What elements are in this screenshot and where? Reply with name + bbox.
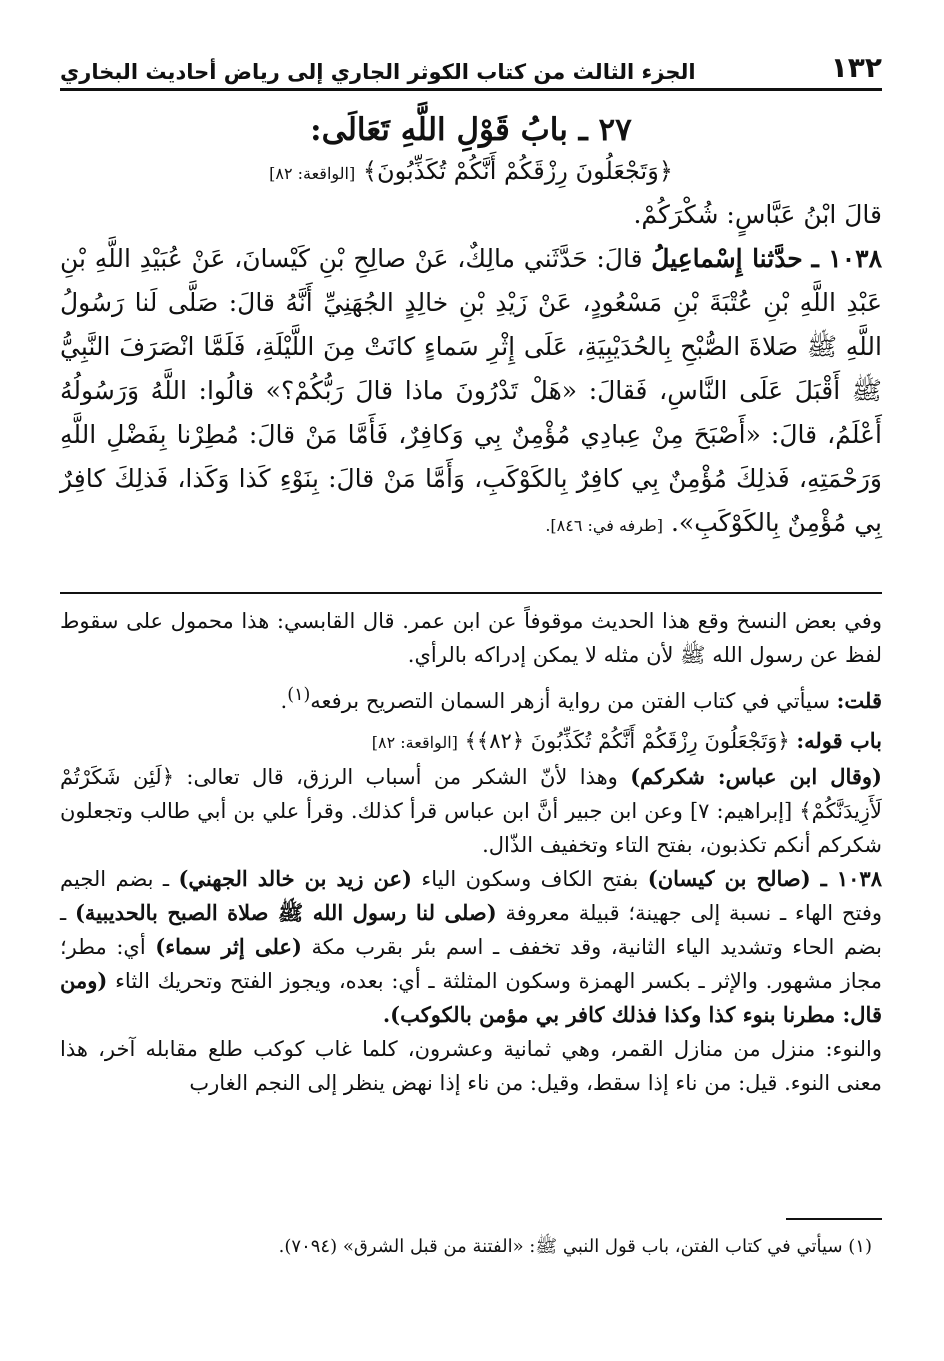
explanation-zayd: ـ بضم الجيم وفتح الهاء ـ نسبة إلى جهينة؛ قبيلة معروفة (60, 867, 882, 925)
lemma-zayd: (عن زيد بن خالد الجهني) (178, 866, 412, 891)
hadith-text: قالَ: حَدَّثَني مالِكٌ، عَنْ صالِحِ بْنِ كَيْسانَ، عَنْ عُبَيْدِ اللَّهِ بْنِ عَبْدِ اللَّهِ بْنِ عُتْبَةَ بْنِ مَسْعُودٍ، عَنْ زَيْدِ بْنِ خالِدٍ الجُهَنِيِّ أَنَّهُ قالَ: صَلَّى لَنا رَسُولُ اللَّهِ ﷺ صَلاةَ الصُّبْحِ بِالحُدَيْبِيَةِ، عَلَى إِثْرِ سَماءٍ كانَتْ مِنَ اللَّيْلَةِ، فَلَمَّا انْصَرَفَ النَّبِيُّ ﷺ أَقْبَلَ عَلَى النَّاسِ، فَقالَ: «هَلْ تَدْرُونَ ماذا قالَ رَبُّكُمْ؟» قالُوا: اللَّهُ وَرَسُولُهُ أَعْلَمُ، قالَ: «أَصْبَحَ مِنْ عِبادِي مُؤْمِنٌ بِي وَكافِرٌ، فَأَمَّا مَنْ قالَ: مُطِرْنا بِفَضْلِ اللَّهِ وَرَحْمَتِهِ، فَذلِكَ مُؤْمِنٌ بِي كافِرٌ بِالكَوْكَبِ، وَأَمَّا مَنْ قالَ: بِنَوْءِ كَذا وَكَذا، فَذلِكَ كافِرٌ بِي مُؤْمِنٌ بِالكَوْكَبِ». (60, 244, 882, 537)
commentary-paragraph-5: والنوء: منزل من منازل القمر، وهي ثمانية وعشرون، كلما غاب كوكب طلع مقابله آخر، هذا معنى النوء. قيل: من ناء إذا سقط، وقيل: من ناء إذا نهض ينظر إلى النجم الغارب (60, 1037, 882, 1095)
bab-verse-reference: [الواقعة: ٨٢] (371, 733, 458, 752)
commentary-paragraph-1: وفي بعض النسخ وقع هذا الحديث موقوفاً عن ابن عمر. قال القابسي: هذا محمول على سقوط لفظ عن رسول الله ﷺ لأن مثله لا يمكن إدراكه بالرأي. (60, 609, 882, 667)
verse-reference: [الواقعة: ٨٢] (269, 164, 356, 183)
page-header (60, 48, 882, 91)
ibn-abbas-note: قالَ ابْنُ عَبَّاسٍ: شُكْرَكُمْ. (633, 200, 882, 229)
running-title: الجزء الثالث من كتاب الكوثر الجاري إلى رياض أحاديث البخاري (60, 60, 696, 84)
taraf-reference: [طرفه في: ٨٤٦]. (545, 516, 664, 535)
hadith-number: ١٠٣٨ ـ (811, 244, 883, 273)
lemma-salat: (صلى لنا رسول الله ﷺ صلاة الصبح بالحديبية) (74, 900, 497, 925)
page-number: ١٣٢ (830, 51, 882, 84)
sentence-end: . (280, 689, 288, 713)
chapter-title: ٢٧ ـ بابُ قَوْلِ اللَّهِ تَعَالَى: (310, 112, 632, 148)
lemma-athar: (على إثر سماء) (155, 934, 302, 959)
footnote-separator (786, 1218, 882, 1220)
chain-opening: حدَّثنا إِسْماعِيلُ (651, 244, 803, 273)
commentary-section (60, 604, 882, 1100)
commentary-paragraph-2 (60, 678, 882, 718)
quran-verse: ﴿وَتَجْعَلُونَ رِزْقَكُمْ أَنَّكُمْ تُكَذِّبُونَ﴾ (362, 157, 673, 185)
explanation-hudaybiya: ـ بضم الحاء وتشديد الياء الثانية، وقد تخفف ـ اسم بئر بقرب مكة (60, 901, 882, 959)
bab-verse: ﴿وَتَجْعَلُونَ رِزْقَكُمْ أَنَّكُمْ تُكَذِّبُونَ ﴿٨٢﴾﴾ (464, 729, 790, 753)
lemma-salih: ١٠٣٨ ـ (صالح بن كيسان) (647, 866, 882, 891)
commentary-paragraph-4 (60, 862, 882, 1032)
footnote-number: (١) (848, 1236, 872, 1257)
ibn-abbas-lemma: (وقال ابن عباس: شكركم) (630, 764, 882, 789)
footnote-marker: (١) (287, 685, 311, 705)
commentary-bab-heading (60, 724, 882, 760)
hadith-text-section (60, 100, 882, 548)
lemma-naw: (ومن قال: مطرنا بنوء كذا وكذا فذلك كافر بي مؤمن بالكوكب). (60, 968, 882, 1027)
qultu-text: سيأتي في كتاب الفتن من رواية أزهر السمان التصريح برفعه (310, 689, 830, 713)
explanation-salih: بفتح الكاف وسكون الياء (421, 867, 639, 891)
footnote-text: سيأتي في كتاب الفتن، باب قول النبي ﷺ: «الفتنة من قبل الشرق» (٧٠٩٤). (278, 1236, 843, 1257)
qultu-label: قلت: (836, 688, 882, 713)
hadith-body (60, 237, 882, 548)
section-divider (60, 592, 882, 594)
bab-label: باب قوله: (796, 728, 882, 753)
commentary-paragraph-3 (60, 760, 882, 862)
ibn-abbas-explanation: وهذا لأنّ الشكر من أسباب الرزق، قال تعالى: ﴿لَئِن شَكَرْتُمْ لَأَزِيدَنَّكُمْ﴾ [إبراهيم: ٧] وعن ابن جبير أنَّ ابن عباس قرأ كذلك. وقرأ علي بن أبي طالب وتجعلون شكركم أنكم تكذبون، بفتح التاء وتخفيف الذّال. (60, 765, 882, 857)
explanation-athar: أي: مطر؛ مجاز مشهور. والإثر ـ بكسر الهمزة وسكون المثلثة ـ أي: بعده، ويجوز الفتح وتحريك الثاء (60, 935, 882, 993)
chapter-verse (60, 152, 882, 193)
footnote (60, 1232, 872, 1262)
